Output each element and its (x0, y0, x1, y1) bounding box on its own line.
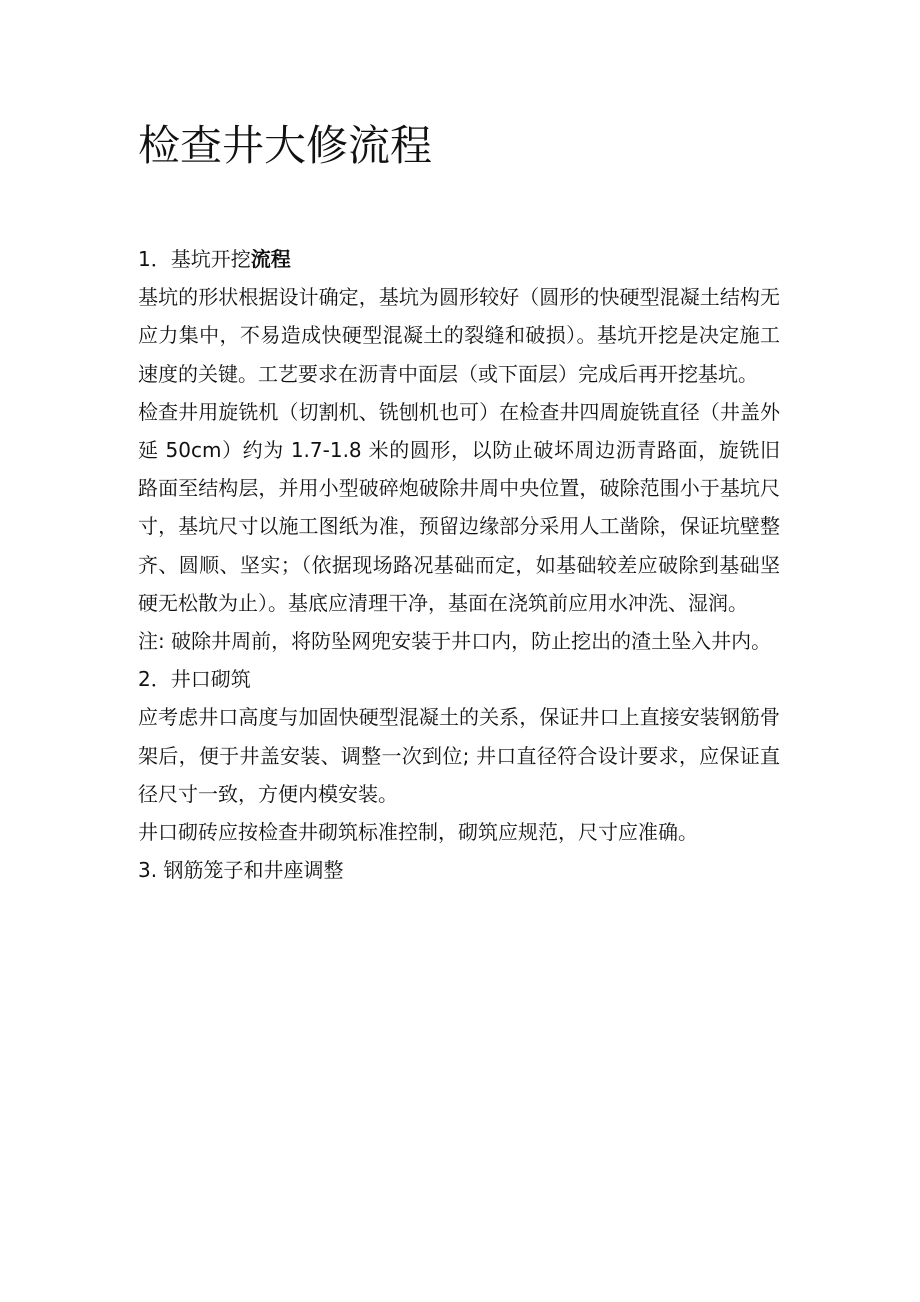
section-1-paragraph-2: 检查井用旋铣机（切割机、铣刨机也可）在检查井四周旋铣直径（井盖外延 50cm）约为 1.7-1.8 米的圆形，以防止破坏周边沥青路面，旋铣旧路面至结构层，并用小型破碎炮破除井周中央位置，破除范围小于基坑尺寸，基坑尺寸以施工图纸为准，预留边缘部分采用人工凿除，保证坑壁整齐、圆顺、坚实；（依据现场路况基础而定，如基础较差应破除到基础坚硬无松散为止）。基底应清理干净，基面在浇筑前应用水冲洗、湿润。 (138, 399, 780, 615)
document-body (138, 240, 780, 889)
section-1-note: 注: 破除井周前，将防坠网兜安装于井口内，防止挖出的渣土坠入井内。 (138, 629, 772, 654)
section-1-heading (138, 240, 780, 278)
section-1-heading-text: 1．基坑开挖 (138, 247, 251, 271)
section-1-heading-bold: 流程 (250, 247, 291, 271)
document-title: 检查井大修流程 (138, 121, 433, 170)
section-3-heading: 3. 钢筋笼子和井座调整 (138, 858, 344, 883)
section-2-paragraph-1: 应考虑井口高度与加固快硬型混凝土的关系，保证井口上直接安装钢筋骨架后，便于井盖安装、调整一次到位; 井口直径符合设计要求，应保证直径尺寸一致，方便内模安装。 (138, 705, 780, 806)
section-2-heading: 2．井口砌筑 (138, 667, 251, 692)
section-1-paragraph-1: 基坑的形状根据设计确定，基坑为圆形较好（圆形的快硬型混凝土结构无应力集中，不易造成快硬型混凝土的裂缝和破损）。基坑开挖是决定施工速度的关键。工艺要求在沥青中面层（或下面层）完成后再开挖基坑。 (138, 285, 780, 386)
section-2-paragraph-2: 井口砌砖应按检查井砌筑标准控制，砌筑应规范，尺寸应准确。 (138, 820, 698, 845)
